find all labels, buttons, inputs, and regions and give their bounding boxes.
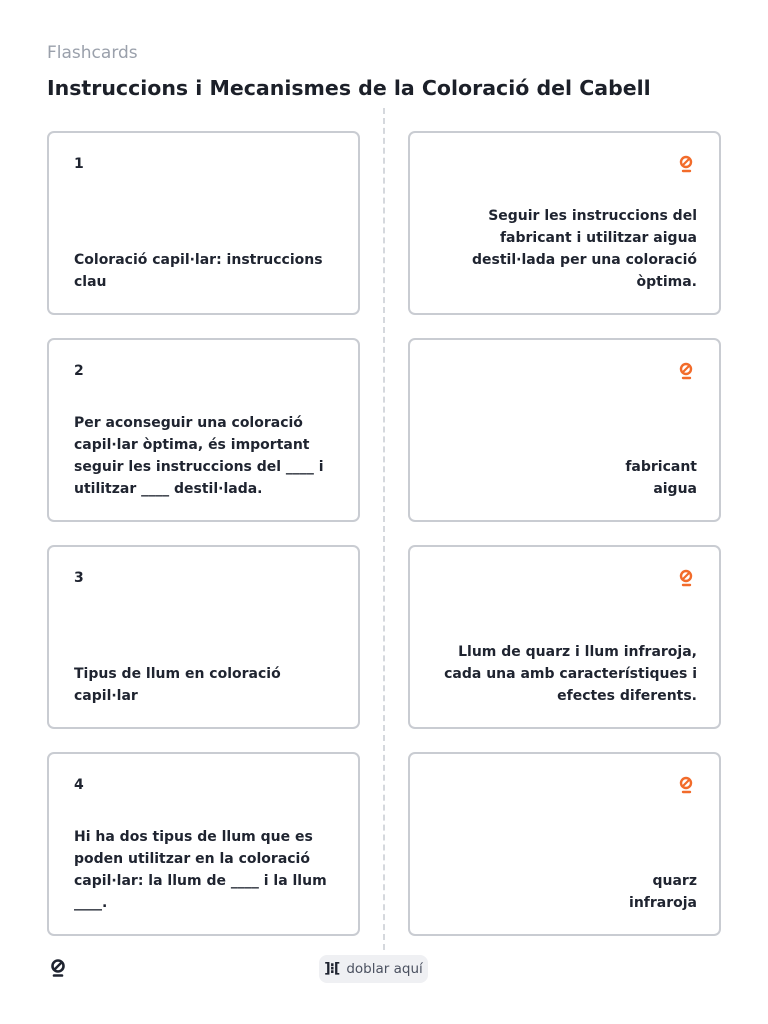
question-card-4 [47, 752, 360, 936]
answer-card-1 [408, 131, 721, 315]
card-number: 4 [74, 777, 84, 793]
page-title: Instruccions i Mecanismes de la Coloració del Cabell [47, 76, 651, 100]
card-number: 1 [74, 156, 84, 172]
brand-logo-icon [679, 155, 693, 173]
page-subtitle: Flashcards [47, 43, 138, 63]
card-question: Tipus de llum en coloració capil·lar [74, 666, 281, 704]
card-number: 3 [74, 570, 84, 586]
question-card-2 [47, 338, 360, 522]
card-answer: Seguir les instruccions del fabricant i utilitzar aigua destil·lada per una coloració òptima. [472, 208, 697, 290]
footer-logo-icon [50, 958, 66, 978]
fold-icon: ]⁝[ [324, 961, 340, 977]
fold-divider [383, 108, 385, 950]
answer-line: fabricant [625, 459, 697, 475]
fold-here-badge [319, 955, 428, 983]
card-question: Per aconseguir una coloració capil·lar òptima, és important seguir les instruccions del ____ i utilitzar ____ destil·lada. [74, 415, 324, 497]
answer-line: quarz [652, 873, 697, 889]
card-question: Hi ha dos tipus de llum que es poden utilitzar en la coloració capil·lar: la llum de ____ i la llum ____. [74, 829, 327, 911]
answer-card-2 [408, 338, 721, 522]
question-card-1 [47, 131, 360, 315]
brand-logo-icon [679, 776, 693, 794]
card-answer [435, 456, 697, 500]
question-card-3 [47, 545, 360, 729]
card-answer: Llum de quarz i llum infraroja, cada una amb característiques i efectes diferents. [444, 644, 697, 704]
card-number: 2 [74, 363, 84, 379]
answer-line: aigua [653, 481, 697, 497]
brand-logo-icon [679, 362, 693, 380]
brand-logo-icon [679, 569, 693, 587]
card-answer [435, 870, 697, 914]
fold-label: doblar aquí [346, 961, 423, 977]
answer-card-4 [408, 752, 721, 936]
answer-card-3 [408, 545, 721, 729]
answer-line: infraroja [629, 895, 697, 911]
card-question: Coloració capil·lar: instruccions clau [74, 252, 323, 290]
